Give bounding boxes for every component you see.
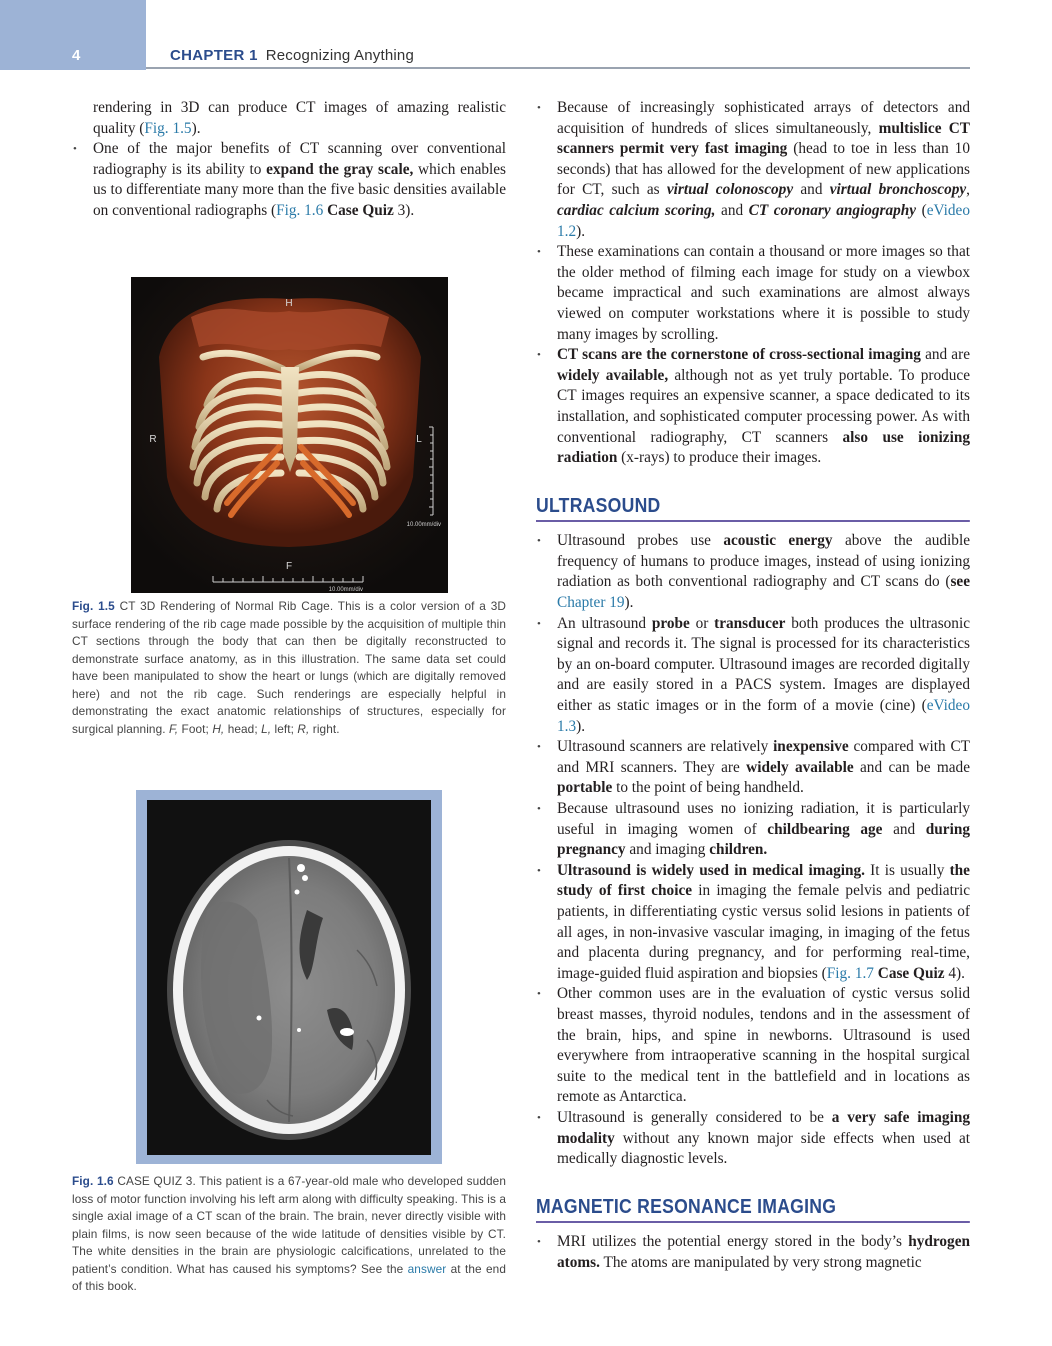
left-column bbox=[72, 98, 506, 222]
evideo-1-3-link[interactable]: eVideo 1.3 bbox=[557, 697, 970, 735]
brain-ct-image-frame bbox=[136, 790, 442, 1164]
chapter-19-link[interactable]: Chapter 19 bbox=[557, 594, 625, 612]
brain-ct-image bbox=[147, 800, 431, 1155]
fig-1-6-link[interactable]: Fig. 1.6 bbox=[276, 201, 324, 219]
list-item: • An ultrasound probe or transducer both produces the ultrasonic signal and records it. The signal is processed for its characteristics by an on-board computer. Ultrasound images are recorded digitally and are easily stored in a PACS system. Images are displayed either as static images or in the form of a movie (cine) (eVideo 1.3). bbox=[536, 614, 970, 738]
list-item: • Ultrasound scanners are relatively inexpensive compared with CT and MRI scanners. They are widely available and can be made portable to the point of being handheld. bbox=[536, 737, 970, 799]
chapter-label: CHAPTER 1 bbox=[170, 47, 258, 64]
list-item: • These examinations can contain a thousand or more images so that the older method of filming each image for study on a viewbox became impractical and such examinations are almost always viewed on computer workstations where it is possible to study many images by scrolling. bbox=[536, 242, 970, 345]
rib-cage-3d-image bbox=[131, 277, 448, 593]
fig-1-5-link[interactable]: Fig. 1.5 bbox=[144, 119, 192, 137]
section-heading-ultrasound: ULTRASOUND bbox=[536, 496, 970, 523]
list-item: • Because of increasingly sophisticated arrays of detectors and acquisition of hundreds of slices simultaneously, multislice CT scanners permit very fast imaging (head to toe in less than 10 seconds) that has allowed for the development of new applications for CT, such as virtual colonoscopy and virtual bronchoscopy, cardiac calcium scoring, and CT coronary angiography (eVideo 1.2). bbox=[536, 98, 970, 242]
list-item: • One of the major benefits of CT scanning over conventional radiography is its ability to expand the gray scale, which enables us to differentiate many more than the five basic densities available on conventional radiographs (Fig. 1.6 Case Quiz 3). bbox=[72, 139, 506, 221]
chapter-title: Recognizing Anything bbox=[265, 47, 414, 64]
list-item: • Ultrasound is widely used in medical imaging. It is usually the study of first choice in imaging the female pelvis and pediatric patients, in differentiating cystic versus solid lesions in patients of all ages, in non-invasive vascular imaging, in imaging of the fetus and placenta during pregnancy, and for performing real-time, image-guided fluid aspiration and biopsies (Fig. 1.7 Case Quiz 4). bbox=[536, 861, 970, 985]
label-left: L bbox=[416, 434, 422, 445]
running-header bbox=[170, 47, 414, 64]
fig-1-7-link[interactable]: Fig. 1.7 bbox=[826, 964, 874, 982]
mri-bullet-list bbox=[536, 1232, 970, 1273]
list-item: • Ultrasound probes use acoustic energy above the audible frequency of humans to produce images, instead of using ionizing radiation as both conventional radiography and CT scans do (see Chapter 19). bbox=[536, 531, 970, 613]
figure-label: Fig. 1.6 bbox=[72, 1174, 114, 1188]
evideo-1-2-link[interactable]: eVideo 1.2 bbox=[557, 201, 970, 240]
list-item: • Because ultrasound uses no ionizing radiation, it is particularly useful in imaging women of childbearing age and during pregnancy and imaging children. bbox=[536, 799, 970, 861]
figure-1-6-caption: Fig. 1.6 CASE QUIZ 3. This patient is a 67-year-old male who developed sudden loss of motor function involving his left arm along with difficulty speaking. This is a single axial image of a CT scan of the brain. The brain, never directly visible with plain films, is now seen because of the wide latitude of densities visible by CT. The white densities in the brain are physiologic calcifications, unrelated to the patient’s condition. What has caused his symptoms? See the answer at the end of this book. bbox=[72, 1174, 506, 1293]
scale-label-horizontal: 10.00mm/div bbox=[328, 587, 363, 593]
continued-paragraph: rendering in 3D can produce CT images of amazing realistic quality (Fig. 1.5). bbox=[93, 99, 506, 137]
ct-bullet-list bbox=[536, 98, 970, 469]
figure-title: CT 3D Rendering of Normal Rib Cage. bbox=[119, 599, 334, 613]
answer-link[interactable]: answer bbox=[407, 1261, 447, 1276]
label-head: H bbox=[285, 298, 293, 309]
list-item: • CT scans are the cornerstone of cross-sectional imaging and are widely available, although not as yet truly portable. To produce CT images requires an expensive scanner, a space dedicated to its installation, and sophisticated computer processing power. As with conventional radiography, CT scanners also use ionizing radiation (x-rays) to produce their images. bbox=[536, 345, 970, 469]
list-item: • MRI utilizes the potential energy stored in the body’s hydrogen atoms. The atoms are manipulated by very strong magnetic bbox=[536, 1232, 970, 1273]
page-number: 4 bbox=[72, 47, 81, 64]
list-item: • Ultrasound is generally considered to be a very safe imaging modality without any known major side effects when used at medically diagnostic levels. bbox=[536, 1108, 970, 1170]
label-foot: F bbox=[285, 561, 293, 572]
right-column bbox=[536, 98, 970, 1273]
label-right: R bbox=[149, 434, 157, 445]
list-item: • Other common uses are in the evaluation of cystic versus solid breast masses, thyroid nodules, tendons and in the assessment of the brain, hips, and spine in newborns. Ultrasound is used everywhere from intraoperative scanning in the hospital surgical suite to the medical tent in the battlefield and in locations as remote as Antarctica. bbox=[536, 984, 970, 1108]
figure-title: CASE QUIZ 3. bbox=[117, 1174, 196, 1188]
figure-label: Fig. 1.5 bbox=[72, 599, 115, 613]
figure-1-5-caption: Fig. 1.5 CT 3D Rendering of Normal Rib Cage. This is a color version of a 3D surface rendering of the rib cage made possible by the acquisition of multiple thin CT sections through the body that can then be digitally reconstructed to demonstrate surface anatomy, as in this illustration. The same data set could have been manipulated to show the heart or lungs (which are digitally removed here) and not the rib cage. Such renderings are especially helpful in demonstrating the exact anatomic relationships of structures, especially for surgical planning. F, Foot; H, head; L, left; R, right. bbox=[72, 599, 506, 736]
section-heading-mri: MAGNETIC RESONANCE IMAGING bbox=[536, 1197, 970, 1224]
header-rule bbox=[146, 67, 970, 69]
ultrasound-bullet-list bbox=[536, 531, 970, 1169]
scale-label-vertical: 10.00mm/div bbox=[406, 522, 441, 528]
